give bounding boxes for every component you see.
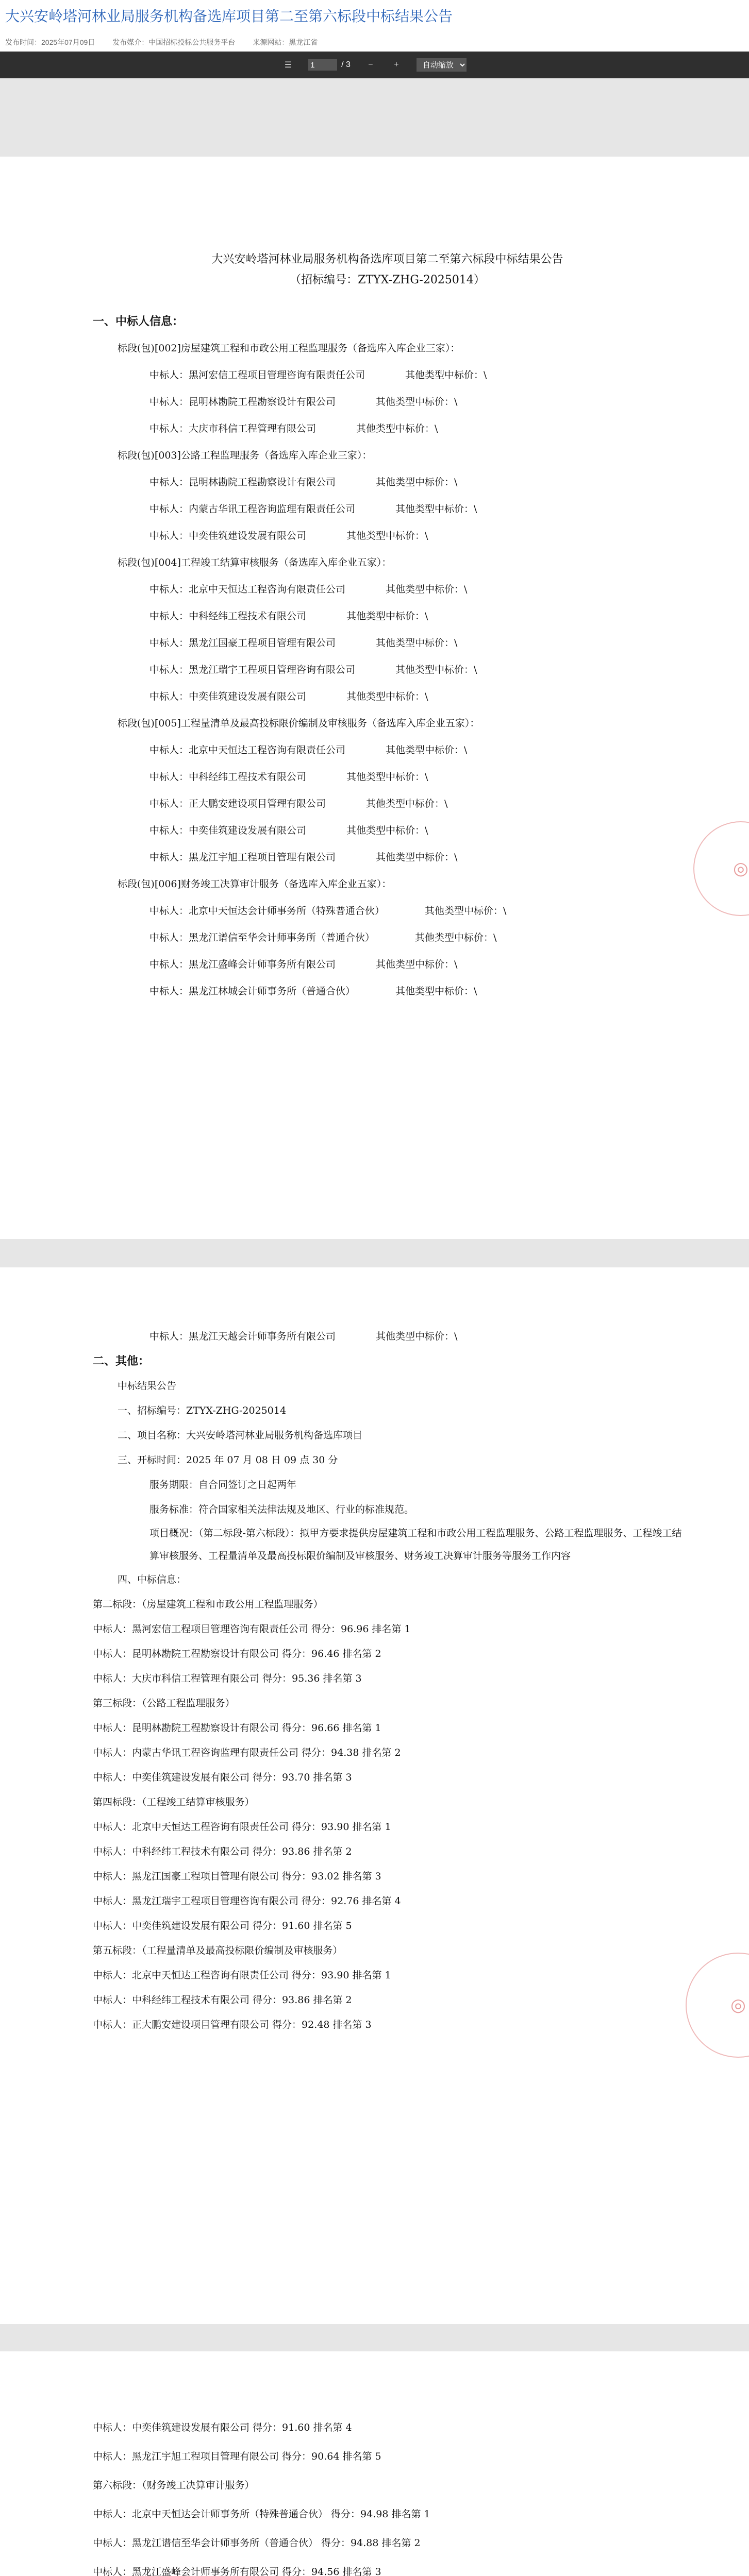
meta-row: [5, 37, 744, 47]
zoom-control: [417, 58, 467, 72]
winner-row: 中标人：黑龙江宇旭工程项目管理有限公司 其他类型中标价：\: [149, 852, 458, 863]
section-heading: 二、其他：: [93, 1354, 150, 1368]
winner-row: 中标人：昆明林勘院工程勘察设计有限公司 其他类型中标价：\: [149, 477, 458, 488]
sidebar-toggle-icon[interactable]: ☰: [284, 61, 292, 70]
publish-category: 来源网站：黑龙江省: [253, 38, 318, 46]
winner-row: 中标人：内蒙古华讯工程咨询监理有限责任公司 其他类型中标价：\: [149, 503, 477, 515]
lot-heading: 第三标段：（公路工程监理服务）: [93, 1698, 235, 1709]
result-row: 中标人：黑龙江盛峰会计师事务所有限公司 得分：94.56 排名第 3: [93, 2566, 381, 2576]
doc-title: 大兴安岭塔河林业局服务机构备选库项目第二至第六标段中标结果公告: [211, 253, 563, 266]
text-line: 四、中标信息：: [118, 1574, 187, 1585]
winner-row: 中标人：黑龙江天越会计师事务所有限公司 其他类型中标价：\: [149, 1331, 458, 1342]
result-row: 中标人：大庆市科信工程管理有限公司 得分：95.36 排名第 3: [93, 1673, 362, 1684]
lot-heading: 标段(包)[005]工程量清单及最高投标限价编制及审核服务（备选库入库企业五家）：: [118, 718, 480, 729]
page-2-content: [93, 1324, 682, 2037]
winner-row: 中标人：大庆市科信工程管理有限公司 其他类型中标价：\: [149, 423, 438, 434]
pdf-page-3: [0, 2351, 749, 2576]
zoom-in-icon[interactable]: +: [394, 60, 399, 69]
text-line: 服务标准：符合国家相关法律法规及地区、行业的标准规范。: [149, 1504, 414, 1515]
result-row: 中标人：中科经纬工程技术有限公司 得分：93.86 排名第 2: [93, 1846, 352, 1857]
result-row: 中标人：黑龙江谱信至华会计师事务所（普通合伙） 得分：94.88 排名第 2: [93, 2537, 421, 2549]
seal-stamp: ◎: [686, 1953, 749, 2058]
pdf-page-2: [0, 1267, 749, 2324]
result-row: 中标人：昆明林勘院工程勘察设计有限公司 得分：96.66 排名第 1: [93, 1722, 381, 1734]
lot-heading: 第六标段：（财务竣工决算审计服务）: [93, 2480, 255, 2491]
result-row: 中标人：黑龙江瑞宇工程项目管理咨询有限公司 得分：92.76 排名第 4: [93, 1895, 401, 1907]
text-line: 二、项目名称：大兴安岭塔河林业局服务机构备选库项目: [118, 1430, 363, 1441]
winner-row: 中标人：中奕佳筑建设发展有限公司 其他类型中标价：\: [149, 691, 428, 702]
page-total: / 3: [341, 60, 351, 69]
seal-stamp: ◎: [693, 821, 749, 916]
result-row: 中标人：中奕佳筑建设发展有限公司 得分：93.70 排名第 3: [93, 1772, 352, 1783]
pager: [308, 59, 351, 71]
page-number-input[interactable]: [308, 59, 337, 71]
winner-row: 中标人：正大鹏安建设项目管理有限公司 其他类型中标价：\: [149, 798, 448, 809]
result-row: 中标人：正大鹏安建设项目管理有限公司 得分：92.48 排名第 3: [93, 2019, 372, 2030]
publish-source: 发布媒介：中国招标投标公共服务平台: [112, 38, 236, 46]
page-title: 大兴安岭塔河林业局服务机构备选库项目第二至第六标段中标结果公告: [5, 8, 453, 24]
lot-heading: 标段(包)[006]财务竣工决算审计服务（备选库入库企业五家）：: [118, 878, 392, 890]
pdf-toolbar: [0, 52, 749, 78]
winner-row: 中标人：北京中天恒达会计师事务所（特殊普通合伙） 其他类型中标价：\: [149, 905, 507, 917]
result-row: 中标人：中奕佳筑建设发展有限公司 得分：91.60 排名第 4: [93, 2422, 352, 2433]
winner-row: 中标人：黑龙江林城会计师事务所（普通合伙） 其他类型中标价：\: [149, 986, 477, 997]
winner-row: 中标人：黑龙江瑞宇工程项目管理咨询有限公司 其他类型中标价：\: [149, 664, 477, 675]
text-line: 三、开标时间：2025 年 07 月 08 日 09 点 30 分: [118, 1454, 338, 1466]
text-line: 一、招标编号：ZTYX-ZHG-2025014: [118, 1405, 287, 1416]
result-row: 中标人：北京中天恒达会计师事务所（特殊普通合伙） 得分：94.98 排名第 1: [93, 2509, 430, 2520]
result-row: 中标人：黑河宏信工程项目管理咨询有限责任公司 得分：96.96 排名第 1: [93, 1623, 411, 1635]
winner-row: 中标人：中科经纬工程技术有限公司 其他类型中标价：\: [149, 611, 428, 622]
winner-row: 中标人：昆明林勘院工程勘察设计有限公司 其他类型中标价：\: [149, 396, 458, 408]
winner-row: 中标人：北京中天恒达工程咨询有限责任公司 其他类型中标价：\: [149, 584, 468, 595]
lot-heading: 标段(包)[004]工程竣工结算审核服务（备选库入库企业五家）：: [118, 557, 392, 568]
page-1-content: [93, 249, 682, 1005]
doc-subtitle: （招标编号：ZTYX-ZHG-2025014）: [290, 274, 485, 286]
text-line: 服务期限：自合同签订之日起两年: [149, 1479, 297, 1490]
pdf-page-1: [0, 157, 749, 1239]
winner-row: 中标人：中科经纬工程技术有限公司 其他类型中标价：\: [149, 771, 428, 783]
lot-heading: 标段(包)[002]房屋建筑工程和市政公用工程监理服务（备选库入库企业三家）：: [118, 343, 460, 354]
result-row: 中标人：昆明林勘院工程勘察设计有限公司 得分：96.46 排名第 2: [93, 1648, 381, 1659]
result-row: 中标人：内蒙古华讯工程咨询监理有限责任公司 得分：94.38 排名第 2: [93, 1747, 401, 1758]
page-3-content: [93, 2413, 682, 2576]
lot-heading: 标段(包)[003]公路工程监理服务（备选库入库企业三家）：: [118, 450, 372, 461]
header: [0, 0, 749, 52]
winner-row: 中标人：黑龙江盛峰会计师事务所有限公司 其他类型中标价：\: [149, 959, 458, 970]
winner-row: 中标人：黑龙江国豪工程项目管理有限公司 其他类型中标价：\: [149, 637, 458, 649]
result-row: 中标人：北京中天恒达工程咨询有限责任公司 得分：93.90 排名第 1: [93, 1821, 391, 1833]
result-row: 中标人：中奕佳筑建设发展有限公司 得分：91.60 排名第 5: [93, 1920, 352, 1931]
result-row: 中标人：黑龙江宇旭工程项目管理有限公司 得分：90.64 排名第 5: [93, 2451, 381, 2462]
result-row: 中标人：黑龙江国豪工程项目管理有限公司 得分：93.02 排名第 3: [93, 1871, 381, 1882]
text-line: 中标结果公告: [118, 1380, 177, 1392]
winner-row: 中标人：北京中天恒达工程咨询有限责任公司 其他类型中标价：\: [149, 744, 468, 756]
text-paragraph: 项目概况：（第二标段-第六标段）：拟甲方要求提供房屋建筑工程和市政公用工程监理服务、公路工程监理服务、工程竣工结算审核服务、工程量清单及最高投标限价编制及审核服务、财务竣工决算审计服务等服务工作内容: [149, 1528, 682, 1562]
lot-heading: 第四标段：（工程竣工结算审核服务）: [93, 1797, 255, 1808]
result-row: 中标人：北京中天恒达工程咨询有限责任公司 得分：93.90 排名第 1: [93, 1970, 391, 1981]
publish-date: 发布时间：2025年07月09日: [5, 38, 95, 46]
zoom-select[interactable]: [417, 58, 467, 72]
section-heading: 一、中标人信息：: [93, 315, 184, 328]
winner-row: 中标人：中奕佳筑建设发展有限公司 其他类型中标价：\: [149, 530, 428, 541]
lot-heading: 第二标段：（房屋建筑工程和市政公用工程监理服务）: [93, 1599, 323, 1610]
lot-heading: 第五标段：（工程量清单及最高投标限价编制及审核服务）: [93, 1945, 343, 1956]
result-row: 中标人：中科经纬工程技术有限公司 得分：93.86 排名第 2: [93, 1994, 352, 2006]
zoom-out-icon[interactable]: −: [368, 60, 373, 69]
winner-row: 中标人：中奕佳筑建设发展有限公司 其他类型中标价：\: [149, 825, 428, 836]
winner-row: 中标人：黑龙江谱信至华会计师事务所（普通合伙） 其他类型中标价：\: [149, 932, 497, 943]
winner-row: 中标人：黑河宏信工程项目管理咨询有限责任公司 其他类型中标价：\: [149, 369, 487, 381]
